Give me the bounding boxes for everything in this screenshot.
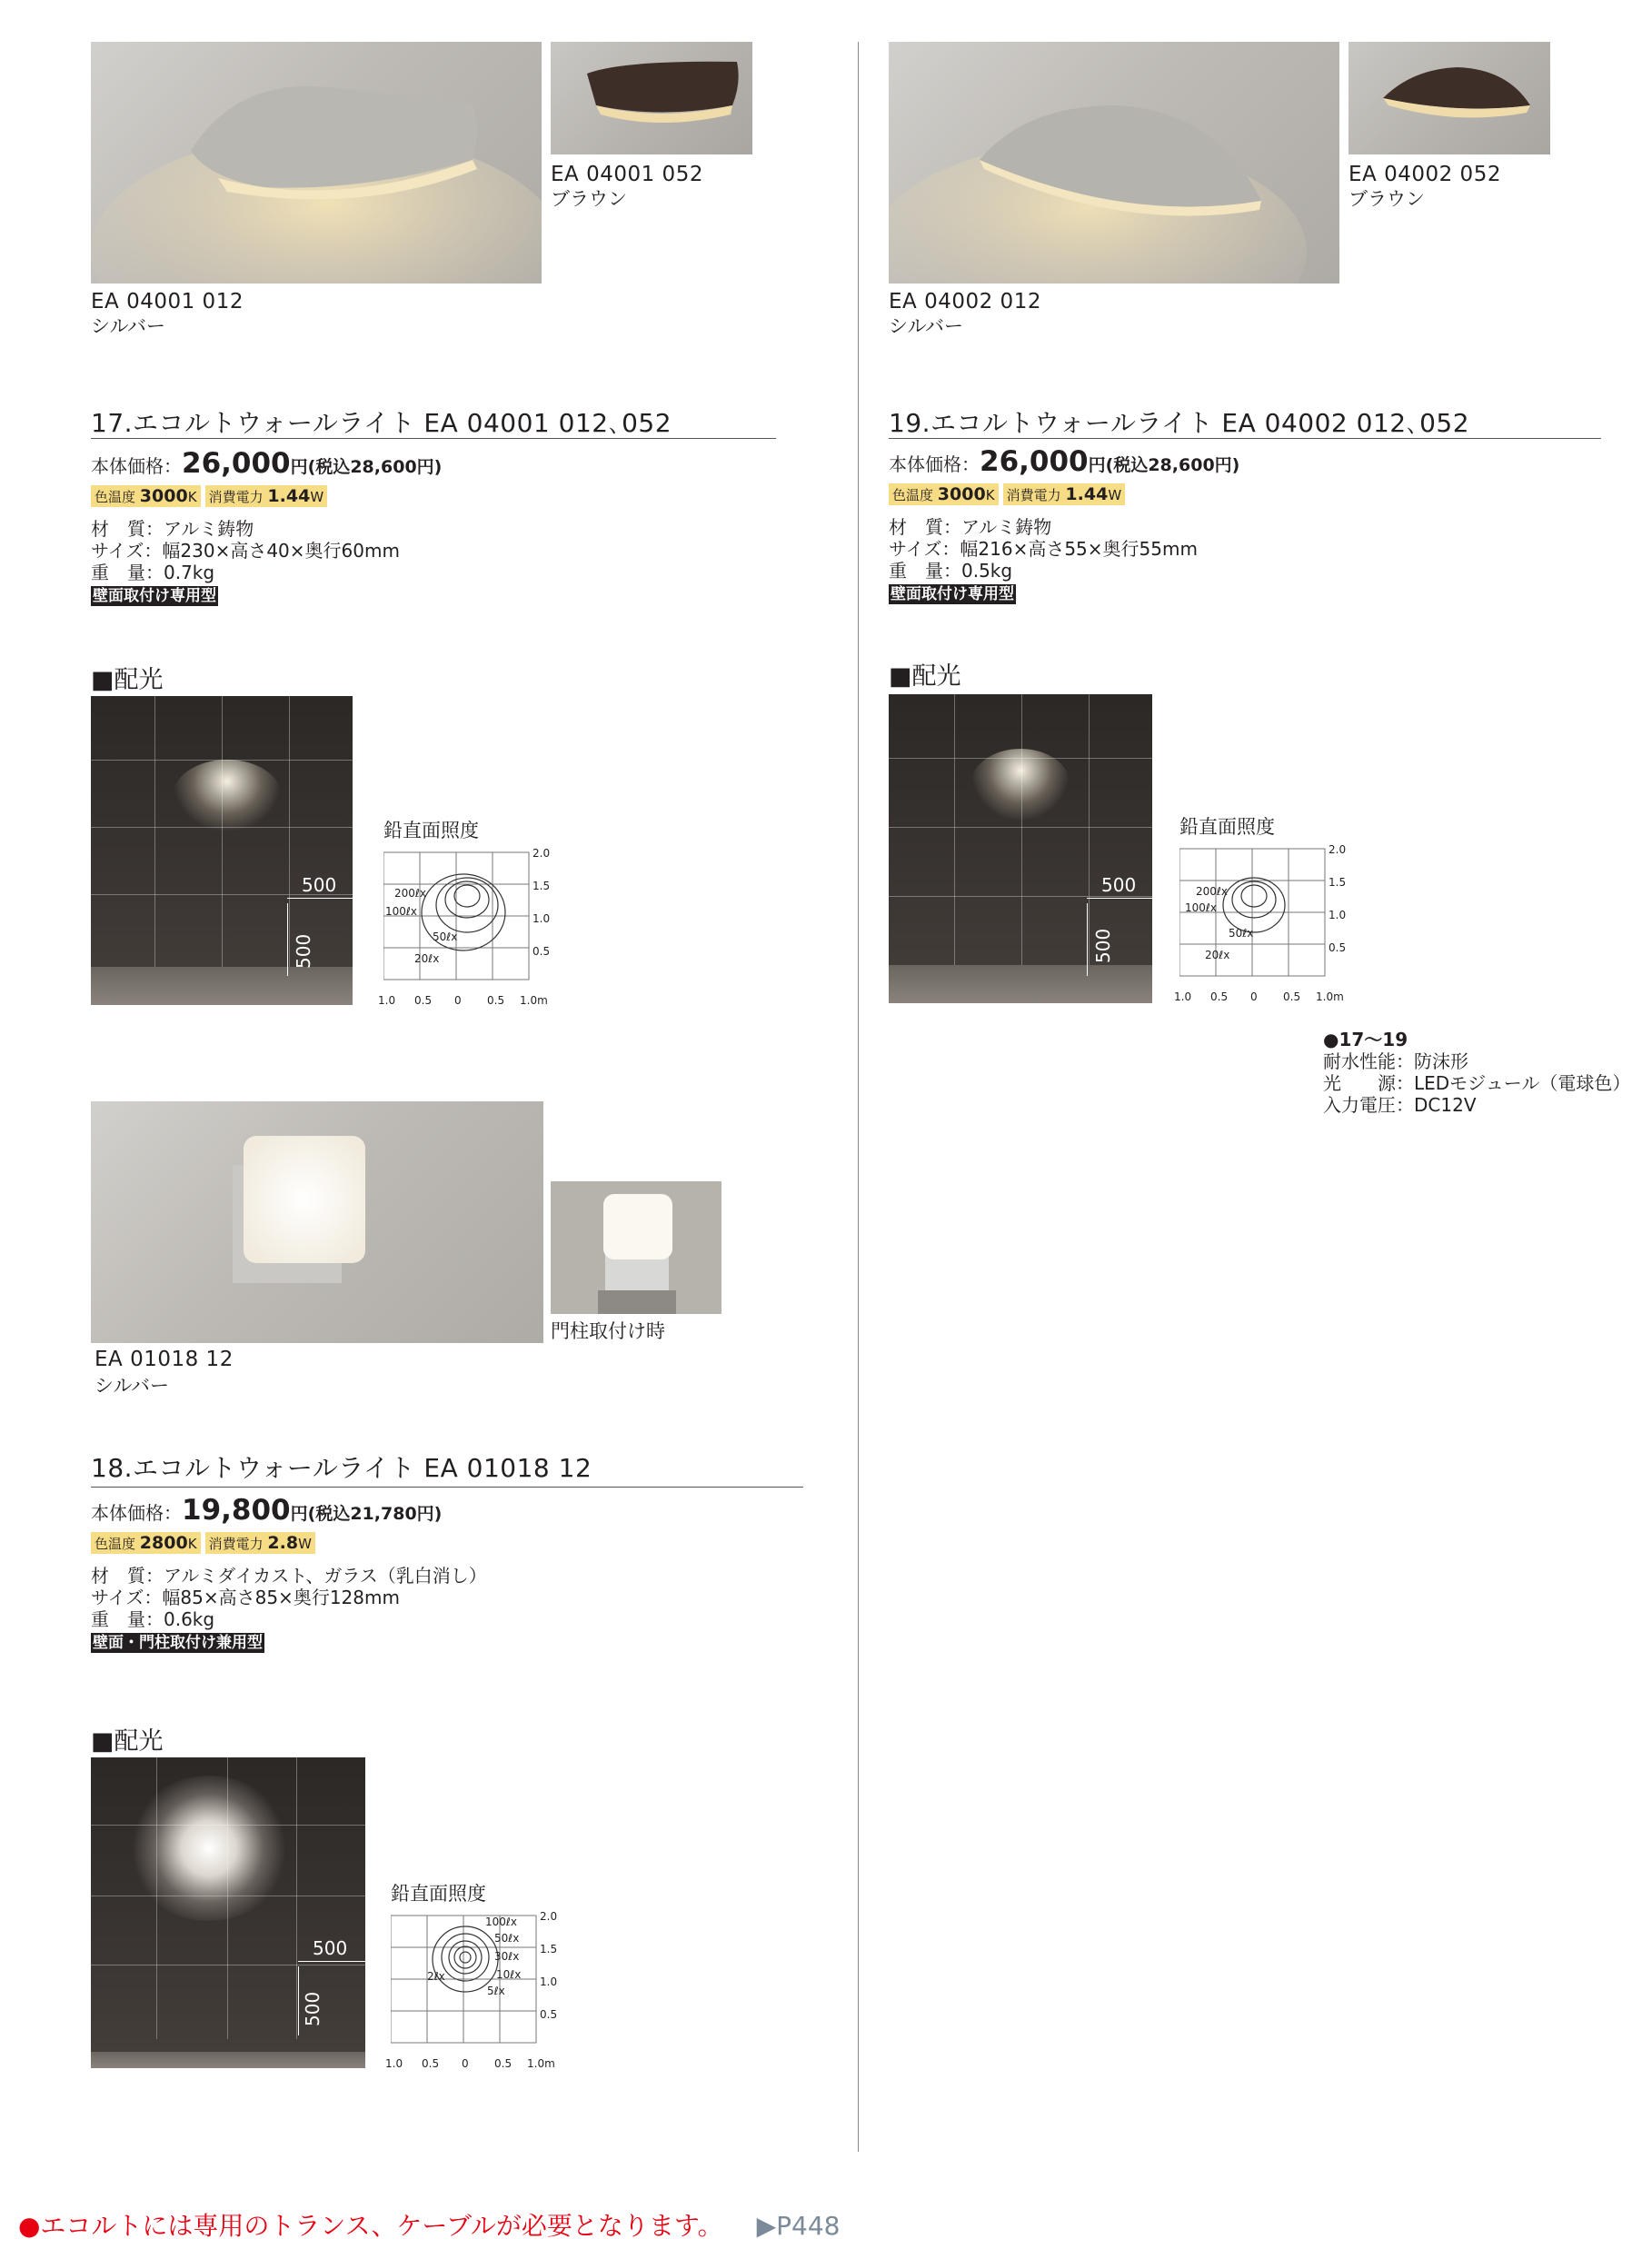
contour-label-20: 20ℓx — [1205, 949, 1230, 961]
contour-label-10: 10ℓx — [496, 1968, 522, 1981]
power-value: 1.44 — [1065, 484, 1109, 504]
x-tick: 0.5 — [1283, 990, 1301, 1003]
light-glow — [127, 1776, 291, 1921]
dim-horizontal-label: 500 — [1101, 874, 1137, 896]
x-tick: 1.0m — [1316, 990, 1344, 1003]
price-tax: (税込28,600円) — [1105, 455, 1240, 475]
product-18-price-row — [91, 1494, 442, 1527]
note-light-source: 光 源：LEDモジュール（電球色） — [1323, 1072, 1631, 1094]
color-temp-tag — [91, 485, 201, 507]
color-temp-label: 色温度 — [95, 489, 136, 505]
contour-label-20: 20ℓx — [414, 952, 440, 965]
spec-material: 材 質：アルミダイカスト、ガラス（乳白消し） — [91, 1565, 487, 1587]
price-value: 26,000 — [980, 445, 1089, 478]
color-temp-label: 色温度 — [892, 487, 934, 503]
contour-label-100: 100ℓx — [485, 1916, 517, 1928]
product-17-section-heading: ■配光 — [91, 666, 164, 694]
spec-material: 材 質：アルミ鋳物 — [91, 518, 254, 540]
post-mount-image — [551, 1181, 722, 1314]
price-value: 26,000 — [182, 447, 291, 480]
y-tick: 0.5 — [1329, 941, 1347, 954]
color-temp-unit: K — [187, 1536, 197, 1552]
y-tick: 0.5 — [540, 2008, 558, 2021]
product-17-specs — [91, 518, 400, 606]
wall-light-17-silver-image — [91, 42, 542, 284]
product-19-specs — [889, 516, 1198, 604]
color-temp-value: 2800 — [139, 1533, 188, 1553]
price-unit: 円 — [1088, 455, 1106, 475]
product-18-illuminance-chart — [385, 1879, 572, 2079]
mount-type-badge: 壁面取付け専用型 — [891, 585, 1014, 603]
price-label: 本体価格： — [889, 453, 980, 475]
y-tick: 2.0 — [1329, 843, 1347, 856]
wall-light-19-brown-image — [1348, 42, 1550, 154]
contour-label-100: 100ℓx — [1185, 901, 1217, 914]
common-notes-heading: ●17〜19 — [1323, 1029, 1408, 1050]
product-18-alt-caption: 門柱取付け時 — [551, 1320, 665, 1342]
chart-title: 鉛直面照度 — [1179, 816, 1275, 838]
x-tick: 1.0 — [1174, 990, 1192, 1003]
price-unit: 円 — [290, 457, 308, 477]
dim-vertical-label: 500 — [293, 933, 314, 969]
product-17-distribution-photo — [91, 696, 353, 1005]
product-19-distribution-photo — [889, 694, 1152, 1003]
chart-plot — [383, 843, 565, 1016]
y-tick: 1.5 — [540, 1943, 558, 1955]
mount-type-badge: 壁面・門柱取付け兼用型 — [93, 1634, 263, 1652]
x-tick: 0 — [462, 2057, 469, 2070]
price-value: 19,800 — [182, 1494, 291, 1527]
product-17-alt-color: ブラウン — [551, 188, 627, 210]
product-17-title: 17.エコルトウォールライト EA 04001 012､052 — [91, 408, 672, 438]
contour-label-200: 200ℓx — [1196, 885, 1228, 898]
power-label: 消費電力 — [1006, 487, 1061, 503]
x-tick: 0.5 — [494, 2057, 513, 2070]
x-tick: 0 — [1250, 990, 1258, 1003]
color-temp-value: 3000 — [937, 484, 986, 504]
power-label: 消費電力 — [208, 489, 264, 505]
product-17-tags — [91, 485, 327, 507]
product-17-title-rule — [91, 438, 776, 439]
product-17-alt-photo — [551, 42, 752, 154]
chart-plot — [391, 1906, 572, 2079]
product-18-tags — [91, 1532, 315, 1554]
dim-horizontal-label: 500 — [313, 1937, 348, 1959]
spec-weight: 重 量：0.6kg — [91, 1608, 215, 1630]
price-tax: (税込28,600円) — [307, 457, 443, 477]
product-17-main-color: シルバー — [91, 315, 166, 337]
dim-vertical-label: 500 — [302, 1991, 323, 2026]
product-18-distribution-photo — [91, 1757, 365, 2068]
light-glow — [173, 760, 282, 832]
price-label: 本体価格： — [91, 1502, 182, 1524]
wall-light-19-silver-image — [889, 42, 1339, 284]
power-value: 2.8 — [267, 1533, 299, 1553]
contour-label-50: 50ℓx — [433, 930, 458, 943]
product-19-main-code: EA 04002 012 — [889, 290, 1041, 313]
power-unit: W — [1108, 487, 1122, 503]
y-tick: 1.0 — [1329, 909, 1347, 921]
price-label: 本体価格： — [91, 455, 182, 477]
spec-size: サイズ：幅85×高さ85×奥行128mm — [91, 1587, 400, 1608]
y-tick: 1.0 — [532, 912, 551, 925]
product-19-section-heading: ■配光 — [889, 662, 961, 691]
contour-label-50: 50ℓx — [1229, 927, 1254, 940]
footer-link[interactable]: ▶P448 — [756, 2211, 841, 2241]
y-tick: 1.0 — [540, 1975, 558, 1988]
product-18-post-photo — [551, 1181, 722, 1314]
product-17-price-row — [91, 447, 442, 480]
x-tick: 0.5 — [414, 994, 433, 1007]
x-tick: 0.5 — [422, 2057, 440, 2070]
mount-type-badge: 壁面取付け専用型 — [93, 587, 216, 605]
product-18-section-heading: ■配光 — [91, 1727, 164, 1756]
product-19-illuminance-chart — [1174, 812, 1361, 1012]
x-tick: 0.5 — [1210, 990, 1229, 1003]
product-19-price-row — [889, 445, 1239, 478]
product-17-illuminance-chart — [378, 816, 565, 1016]
color-temp-unit: K — [985, 487, 995, 503]
x-tick: 1.0 — [385, 2057, 403, 2070]
price-tax: (税込21,780円) — [307, 1504, 443, 1524]
power-tag — [1003, 483, 1126, 505]
product-19-alt-photo — [1348, 42, 1550, 154]
product-18-title-rule — [91, 1487, 803, 1488]
dim-vertical-label: 500 — [1092, 928, 1114, 963]
contour-label-200: 200ℓx — [394, 887, 426, 900]
color-temp-label: 色温度 — [95, 1536, 136, 1552]
spec-size: サイズ：幅230×高さ40×奥行60mm — [91, 540, 400, 562]
power-tag — [205, 1532, 315, 1554]
y-tick: 2.0 — [540, 1910, 558, 1923]
chart-plot — [1179, 840, 1361, 1012]
power-unit: W — [310, 489, 324, 505]
contour-label-2: 2ℓx — [427, 1970, 445, 1983]
contour-label-50: 50ℓx — [494, 1932, 520, 1945]
contour-label-30: 30ℓx — [494, 1950, 520, 1963]
common-notes — [1323, 1029, 1630, 1116]
spec-weight: 重 量：0.5kg — [889, 560, 1013, 582]
y-tick: 2.0 — [532, 847, 551, 860]
x-tick: 1.0m — [520, 994, 548, 1007]
y-tick: 1.5 — [1329, 876, 1347, 889]
product-18-main-color: シルバー — [95, 1375, 170, 1397]
product-19-main-photo — [889, 42, 1339, 284]
wall-light-17-brown-image — [551, 42, 752, 154]
power-value: 1.44 — [267, 486, 311, 506]
power-unit: W — [298, 1536, 312, 1552]
spec-weight: 重 量：0.7kg — [91, 562, 215, 583]
color-temp-value: 3000 — [139, 486, 188, 506]
color-temp-unit: K — [187, 489, 197, 505]
product-19-title-rule — [889, 438, 1601, 439]
product-18-specs — [91, 1565, 487, 1653]
power-label: 消費電力 — [208, 1536, 264, 1552]
note-waterproof: 耐水性能：防沫形 — [1323, 1050, 1468, 1072]
product-19-alt-code: EA 04002 052 — [1348, 163, 1501, 186]
product-17-alt-code: EA 04001 052 — [551, 163, 703, 186]
color-temp-tag — [91, 1532, 201, 1554]
footer-note: ●エコルトには専用のトランス、ケーブルが必要となります。 — [18, 2211, 723, 2241]
product-17-main-code: EA 04001 012 — [91, 290, 244, 313]
x-tick: 0 — [454, 994, 462, 1007]
product-18-main-code: EA 01018 12 — [95, 1348, 234, 1371]
cube-light-image — [91, 1101, 543, 1343]
spec-material: 材 質：アルミ鋳物 — [889, 516, 1052, 538]
contour-label-100: 100ℓx — [385, 905, 417, 918]
footer — [18, 2206, 840, 2243]
product-19-tags — [889, 483, 1125, 505]
dim-horizontal-label: 500 — [302, 874, 337, 896]
y-tick: 0.5 — [532, 945, 551, 958]
color-temp-tag — [889, 483, 999, 505]
y-tick: 1.5 — [532, 880, 551, 892]
price-unit: 円 — [290, 1504, 308, 1524]
column-divider — [858, 42, 859, 2152]
product-18-title: 18.エコルトウォールライト EA 01018 12 — [91, 1453, 592, 1483]
chart-title: 鉛直面照度 — [383, 820, 479, 841]
spec-size: サイズ：幅216×高さ55×奥行55mm — [889, 538, 1198, 560]
x-tick: 0.5 — [487, 994, 505, 1007]
product-19-main-color: シルバー — [889, 315, 964, 337]
x-tick: 1.0m — [527, 2057, 555, 2070]
product-19-title: 19.エコルトウォールライト EA 04002 012､052 — [889, 408, 1470, 438]
note-voltage: 入力電圧：DC12V — [1323, 1094, 1477, 1116]
x-tick: 1.0 — [378, 994, 396, 1007]
product-18-main-photo — [91, 1101, 543, 1343]
chart-title: 鉛直面照度 — [391, 1883, 486, 1905]
light-glow — [970, 749, 1070, 821]
power-tag — [205, 485, 328, 507]
product-19-alt-color: ブラウン — [1348, 188, 1425, 210]
contour-label-5: 5ℓx — [487, 1985, 505, 1997]
product-17-main-photo — [91, 42, 542, 284]
